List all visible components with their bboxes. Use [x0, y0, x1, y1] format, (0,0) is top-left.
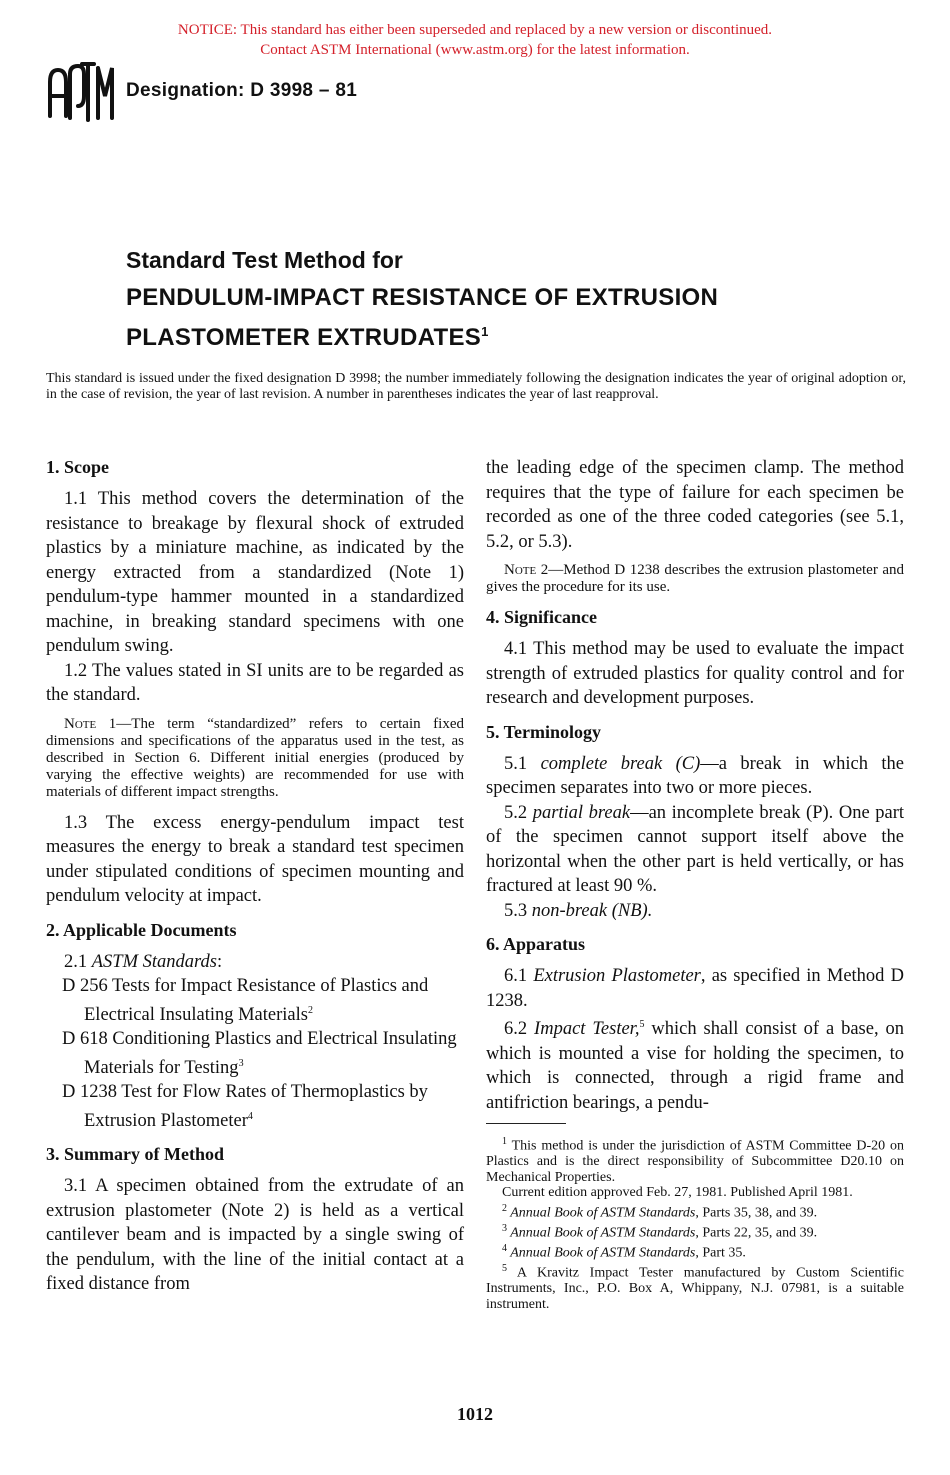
section-3-heading: 3. Summary of Method: [46, 1144, 224, 1165]
footnote-2-title: Annual Book of ASTM Standards: [507, 1205, 696, 1221]
p2-1-number: 2.1: [64, 951, 92, 972]
p6-2-number: 6.2: [504, 1019, 535, 1040]
p5-3-term: non-break: [531, 900, 608, 921]
note-2: [486, 562, 904, 596]
reference-d1238: [46, 1080, 464, 1133]
issuance-statement: This standard is issued under the fixed designation D 3998; the number immediately following the designation indicates the year of original adoption or, in the case of revision, the year of last revision. A number in parentheses indicates the year of last reapproval.: [46, 371, 906, 402]
title-line-2: PLASTOMETER EXTRUDATES: [126, 324, 482, 351]
p5-3-number: 5.3: [504, 900, 532, 921]
note-1-label: Note 1: [64, 715, 117, 732]
title-kicker: Standard Test Method for: [126, 247, 403, 273]
reference-d618-sup: 3: [238, 1057, 244, 1069]
note-1: [46, 716, 464, 801]
document-title: [126, 245, 886, 355]
p6-2-text: which shall consist of a base, on which is mounted a vise for holding the specimen, to which is connected, through a rigid frame and antifriction bearings, a pendu-: [486, 1019, 905, 1113]
footnote-3-mark: 3: [502, 1222, 507, 1234]
paragraph-1-1: 1.1 This method covers the determination of the resistance to breakage by flexural shock of extruded plastics by a miniature machine, as indicated by the energy extracted from a standardized (Note 1) pendulum-type hammer mounted in a standardized machine, in breaking standard specimens with one pendulum swing.: [46, 489, 464, 656]
paragraph-2-1: [46, 950, 464, 975]
section-6-heading: 6. Apparatus: [486, 934, 586, 954]
notice-line-2: Contact ASTM International (www.astm.org) for the latest information.: [260, 42, 690, 58]
footnote-1: [486, 1134, 904, 1185]
p5-1-term: complete break: [540, 753, 663, 774]
p5-1-text: —a break in which the specimen separates into two or more pieces.: [486, 753, 904, 798]
footnote-5: [486, 1261, 904, 1312]
footnote-4-title: Annual Book of ASTM Standards: [507, 1245, 696, 1261]
footnote-2-text: , Parts 35, 38, and 39.: [695, 1205, 818, 1221]
designation: Designation: D 3998 – 81: [126, 80, 358, 101]
footnote-3: [486, 1221, 904, 1241]
paragraph-5-1: [486, 752, 904, 801]
section-5-heading: 5. Terminology: [486, 721, 602, 742]
title-line-1: PENDULUM-IMPACT RESISTANCE OF EXTRUSION: [126, 284, 719, 311]
reference-d1238-sup: 4: [247, 1110, 253, 1122]
footnote-2: [486, 1201, 904, 1221]
p6-1-text: , as specified in Method D 1238.: [486, 966, 904, 1011]
footnote-3-title: Annual Book of ASTM Standards: [507, 1225, 696, 1241]
p6-2-term: Impact Tester,: [534, 1019, 640, 1040]
section-2-heading: 2. Applicable Documents: [46, 919, 237, 940]
notice-line-1: NOTICE: This standard has either been superseded and replaced by a new version or discontinued.: [177, 22, 773, 38]
footnote-1b: Current edition approved Feb. 27, 1981. Published April 1981.: [502, 1185, 853, 1201]
footnote-5-mark: 5: [502, 1263, 507, 1275]
section-1-heading: 1. Scope: [46, 457, 109, 477]
note-1-text: —The term “standardized” refers to certain fixed dimensions and specifications of the apparatus used in the test, as described in Section 6. Different initial energies (produced by varying the effective weights) are recommended for use with materials of different impact strengths.: [46, 715, 464, 800]
right-column: [486, 456, 904, 1312]
paragraph-1-3: 1.3 The excess energy-pendulum impact test measures the energy to break a standard test specimen under stipulated conditions of specimen mounting and pendulum velocity at impact.: [46, 812, 464, 906]
paragraph-5-2: [486, 801, 904, 899]
footnote-5-text: A Kravitz Impact Tester manufactured by Custom Scientific Instruments, Inc., P.O. Box A, Whippany, N.J. 07981, is a suitable instrument.: [486, 1265, 904, 1312]
reference-d256-sup: 2: [307, 1004, 313, 1016]
paragraph-6-2: [486, 1013, 904, 1115]
p5-2-term: partial break: [532, 802, 631, 823]
paragraph-3-1-continued: the leading edge of the specimen clamp. The method requires that the type of failure for each specimen be recorded as one of the three coded categories (see 5.1, 5.2, or 5.3).: [486, 458, 904, 552]
footnote-1-text: This method is under the jurisdiction of ASTM Committee D-20 on Plastics and is the direct responsibility of Subcommittee D20.10 on Mechanical Properties.: [486, 1138, 904, 1185]
astm-logo-icon: [44, 56, 116, 128]
footnote-4-text: , Part 35.: [695, 1245, 746, 1261]
paragraph-1-2: 1.2 The values stated in SI units are to be regarded as the standard.: [46, 660, 464, 705]
p5-3-code: (NB).: [607, 900, 653, 921]
note-2-label: Note 2: [504, 562, 549, 578]
footnote-divider: [486, 1123, 566, 1124]
paragraph-4-1: 4.1 This method may be used to evaluate the impact strength of extruded plastics for quality control and for research and development purposes.: [486, 639, 904, 708]
reference-d618-text: D 618 Conditioning Plastics and Electrical Insulating Materials for Testing: [62, 1029, 457, 1078]
supersession-notice: [0, 20, 950, 60]
footnote-3-text: , Parts 22, 35, and 39.: [695, 1225, 818, 1241]
footnote-1-mark: 1: [502, 1136, 507, 1148]
paragraph-6-1: [486, 964, 904, 1013]
reference-d256: [46, 974, 464, 1027]
title-line-2-wrap: [126, 315, 886, 355]
note-2-text: —Method D 1238 describes the extrusion plastometer and gives the procedure for its use.: [486, 562, 905, 595]
p2-1-colon: :: [216, 951, 223, 972]
left-column: [46, 456, 464, 1297]
paragraph-5-3: [486, 899, 904, 924]
p5-2-number: 5.2: [504, 802, 533, 823]
paragraph-3-1: 3.1 A specimen obtained from the extrudate of an extrusion plastometer (Note 2) is held as a vertical cantilever beam and is impacted by a single swing of the pendulum, with the line of the initial contact at a fixed distance from: [46, 1176, 464, 1295]
section-4-heading: 4. Significance: [486, 607, 597, 627]
p5-2-text: —an incomplete break (P). One part of the specimen cannot support itself above the horizontal when the other part is held vertically, or has fractured at least 90 %.: [486, 802, 905, 896]
reference-d256-text: D 256 Tests for Impact Resistance of Plastics and Electrical Insulating Materials: [62, 976, 429, 1025]
p5-1-code: (C): [662, 753, 701, 774]
reference-d618: [46, 1027, 464, 1080]
p6-2-footnote-mark: 5: [639, 1019, 645, 1030]
footnote-4-mark: 4: [502, 1243, 507, 1255]
p2-1-title: ASTM Standards: [91, 951, 217, 972]
page-number: 1012: [457, 1404, 493, 1424]
p6-1-term: Extrusion Plastometer: [533, 966, 701, 986]
footnote-2-mark: 2: [502, 1202, 507, 1214]
reference-d1238-text: D 1238 Test for Flow Rates of Thermoplastics by Extrusion Plastometer: [62, 1082, 428, 1131]
footnote-4: [486, 1241, 904, 1261]
title-footnote-mark: 1: [481, 324, 489, 339]
p5-1-number: 5.1: [504, 753, 541, 774]
p6-1-number: 6.1: [504, 966, 534, 986]
